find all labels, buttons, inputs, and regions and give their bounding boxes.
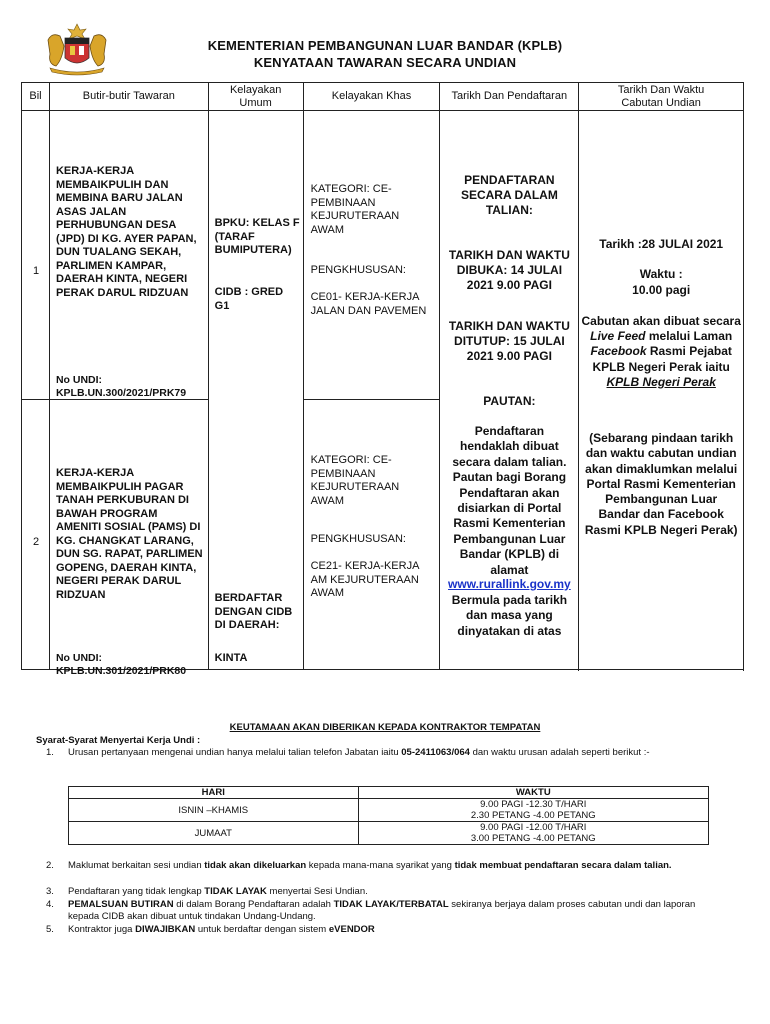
note-number: 4. (46, 899, 54, 910)
offer-description: KERJA-KERJA MEMBAIKPULIH PAGAR TANAH PERKUBURAN DI BAWAH PROGRAM AMENITI SOSIAL (PAMS) DI KG. CHANGKAT LARANG, DUN SG. RAPAT, PARLIMEN GOPENG, DAERAH KINTA, NEGERI PERAK DARUL RIDZUAN (55, 467, 203, 601)
row-number: 2 (33, 536, 40, 548)
office-hours-table (68, 786, 709, 845)
note-text: untuk berdaftar dengan sistem (195, 924, 329, 935)
rurallink-link[interactable]: www.rurallink.gov.my (448, 577, 571, 591)
specialisation: CE01- KERJA-KERJA JALAN DAN PAVEMEN (310, 291, 427, 317)
specialisation: CE21- KERJA-KERJA AM KEJURUTERAAN AWAM (310, 560, 419, 599)
draw-method-text: Cabutan akan dibuat secara (581, 314, 741, 328)
phone-number: 05-2411063/064 (401, 747, 470, 758)
note-text: menyertai Sesi Undian. (266, 886, 368, 897)
note-text: Maklumat berkaitan sesi undian (68, 860, 205, 871)
header-tarikh-cabutan: Tarikh Dan Waktu Cabutan Undian (579, 83, 744, 111)
note-number: 3. (46, 886, 54, 897)
note-1 (68, 747, 708, 759)
note-emphasis: tidak membuat pendaftaran secara dalam talian. (454, 860, 672, 871)
registration-info: Pendaftaran hendaklah dibuat secara dalam talian. Pautan bagi Borang Pendaftaran akan disiarkan di Portal Rasmi Kementerian Pembangunan Luar Bandar (KPLB) di alamat (452, 424, 567, 577)
header-kelayakan-khas: Kelayakan Khas (303, 83, 440, 111)
registration-info-2: Bermula pada tarikh dan masa yang dinyatakan di atas (451, 593, 568, 638)
note-number: 5. (46, 924, 54, 935)
header-bil: Bil (22, 83, 50, 111)
note-emphasis: tidak akan dikeluarkan (204, 860, 307, 871)
bpku-requirement: BPKU: KELAS F (TARAF BUMIPUTERA) (214, 217, 300, 256)
note-5 (68, 924, 708, 936)
cidb-grade: CIDB : GRED G1 (214, 286, 284, 312)
hours-day: JUMAAT (69, 822, 359, 845)
document-subtitle: KENYATAAN TAWARAN SECARA UNDIAN (253, 55, 517, 70)
specialisation-label: PENGKHUSUSAN: (310, 264, 406, 276)
header-kelayakan-umum: Kelayakan Umum (208, 83, 303, 111)
amendment-note: (Sebarang pindaan tarikh dan waktu cabutan undian akan dimaklumkan melalui Portal Rasmi Kementerian Pembangunan Luar Bandar dan Facebook Rasmi KPLB Negeri Perak) (584, 431, 738, 537)
note-number: 2. (46, 860, 54, 871)
header-tarikh-pendaftaran: Tarikh Dan Pendaftaran (440, 83, 579, 111)
note-number: 1. (46, 747, 54, 758)
row-number: 1 (33, 265, 40, 277)
document-title: KEMENTERIAN PEMBANGUNAN LUAR BANDAR (KPLB) (207, 38, 563, 53)
draw-method-text-3: Rasmi Pejabat KPLB Negeri Perak iaitu (592, 344, 732, 374)
note-text: Urusan pertanyaan mengenai undian hanya melalui talian telefon Jabatan iaitu (68, 747, 402, 758)
cidb-registration: BERDAFTAR DENGAN CIDB DI DAERAH: (214, 592, 293, 631)
undi-number: No UNDI: KPLB.UN.300/2021/PRK79 (55, 374, 187, 399)
category: KATEGORI: CE-PEMBINAAN KEJURUTERAAN AWAM (310, 454, 400, 507)
header-butir: Butir-butir Tawaran (49, 83, 208, 111)
hours-day: ISNIN –KHAMIS (69, 799, 359, 822)
hours-header-time: WAKTU (358, 787, 708, 799)
note-4 (68, 899, 708, 923)
note-text: di dalam Borang Pendaftaran adalah (173, 899, 334, 910)
note-emphasis: DIWAJIBKAN (135, 924, 196, 935)
tender-table (21, 82, 744, 677)
link-label: PAUTAN: (483, 394, 536, 408)
priority-notice: KEUTAMAAN AKAN DIBERIKAN KEPADA KONTRAKTOR TEMPATAN (229, 722, 541, 733)
draw-date: Tarikh :28 JULAI 2021 (599, 237, 724, 251)
draw-time-label: Waktu : (639, 267, 683, 281)
district: KINTA (214, 652, 248, 664)
note-text: kepada mana-mana syarikat yang (306, 860, 455, 871)
category: KATEGORI: CE-PEMBINAAN KEJURUTERAAN AWAM (310, 183, 400, 236)
note-emphasis: PEMALSUAN BUTIRAN (68, 899, 174, 910)
hours-time: 2.30 PETANG -4.00 PETANG (470, 810, 596, 821)
note-2 (68, 860, 708, 872)
note-text: Kontraktor juga (68, 924, 136, 935)
conditions-heading: Syarat-Syarat Menyertai Kerja Undi : (36, 735, 201, 746)
hours-time: 9.00 PAGI -12.00 T/HARI (480, 822, 587, 833)
note-text: sekiranya berjaya dalam proses cabutan undi dan laporan kepada CIDB akan dibuat untuk tindakan Undang-Undang. (68, 899, 696, 922)
draw-method (581, 314, 741, 390)
table-header-row (22, 83, 744, 111)
hours-time: 9.00 PAGI -12.30 T/HARI (480, 799, 587, 810)
undi-number: No UNDI: KPLB.UN.301/2021/PRK80 (55, 652, 187, 677)
live-feed-text: Live Feed (590, 329, 646, 344)
note-3 (68, 886, 708, 898)
draw-method-text-2: melalui Laman (648, 329, 733, 344)
specialisation-label: PENGKHUSUSAN: (310, 533, 406, 545)
hours-header-day: HARI (69, 787, 359, 799)
note-emphasis: TIDAK LAYAK/TERBATAL (333, 899, 449, 910)
registration-close: TARIKH DAN WAKTU DITUTUP: 15 JULAI 2021 9.00 PAGI (448, 319, 570, 363)
note-text: Pendaftaran yang tidak lengkap (68, 886, 205, 897)
draw-time: 10.00 pagi (632, 283, 691, 297)
facebook-text: Facebook (590, 344, 647, 359)
kplb-perak-facebook-link[interactable]: KPLB Negeri Perak (606, 374, 716, 389)
hours-time: 3.00 PETANG -4.00 PETANG (470, 833, 596, 844)
note-emphasis: eVENDOR (328, 924, 375, 935)
table-row (22, 111, 744, 400)
registration-heading: PENDAFTARAN SECARA DALAM TALIAN: (460, 173, 558, 217)
note-text: dan waktu urusan adalah seperti berikut :- (469, 747, 650, 758)
offer-description: KERJA-KERJA MEMBAIKPULIH DAN MEMBINA BARU JALAN ASAS JALAN PERHUBUNGAN DESA (JPD) DI KG. AYER PAPAN, DUN TUALANG SEKAH, PARLIMEN KAMPAR, DAERAH KINTA, NEGERI PERAK DARUL RIDZUAN (55, 165, 197, 299)
registration-open: TARIKH DAN WAKTU DIBUKA: 14 JULAI 2021 9.00 PAGI (448, 248, 570, 292)
note-emphasis: TIDAK LAYAK (204, 886, 267, 897)
